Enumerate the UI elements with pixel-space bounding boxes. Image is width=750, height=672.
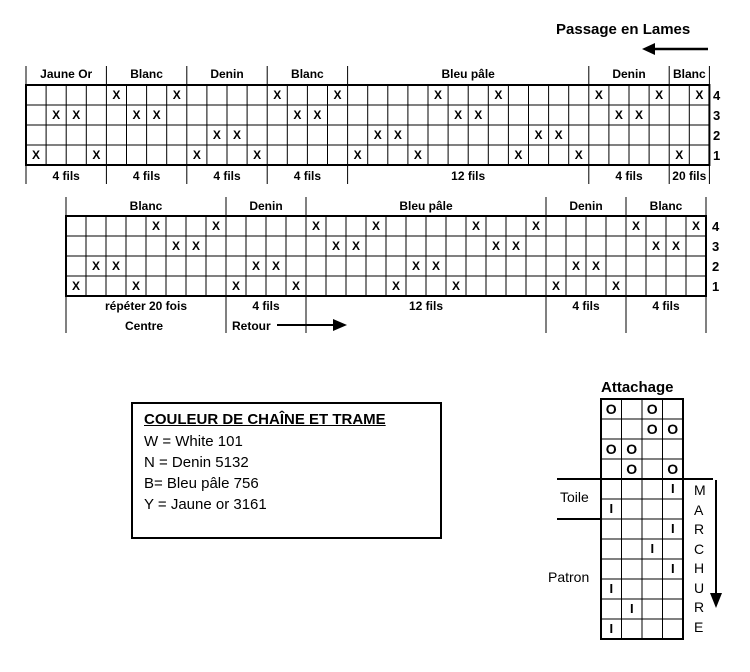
count-label: 4 fils: [252, 299, 280, 313]
threading-mark: X: [32, 148, 41, 162]
group-label: Blanc: [672, 67, 706, 81]
group-label: Denin: [569, 199, 603, 213]
count-label: 4 fils: [652, 299, 680, 313]
shaft-number: 4: [712, 219, 720, 234]
threading-mark: X: [391, 279, 400, 293]
threading-mark: X: [373, 128, 382, 142]
threading-mark: X: [273, 88, 282, 102]
group-label: Jaune Or: [40, 67, 93, 81]
shaft-number: 2: [712, 259, 720, 274]
threading-mark: X: [71, 279, 80, 293]
threading-mark: X: [331, 239, 340, 253]
threading-mark: X: [211, 219, 220, 233]
threading-title: Passage en Lames: [556, 21, 691, 38]
shaft-number: 1: [713, 148, 721, 163]
threading-mark: X: [353, 148, 362, 162]
threading-mark: X: [571, 259, 580, 273]
threading-mark: X: [611, 279, 620, 293]
treadling-mark: I: [650, 541, 655, 556]
shaft-number: 3: [713, 108, 721, 123]
shaft-number: 4: [713, 88, 721, 103]
threading-mark: X: [52, 108, 61, 122]
threading-mark: X: [591, 259, 600, 273]
group-label: Bleu pâle: [441, 67, 495, 81]
group-label: Denin: [210, 67, 244, 81]
marche-letter: U: [694, 579, 705, 596]
threading-mark: X: [212, 128, 221, 142]
legend-line: W = White 101: [144, 433, 243, 450]
threading-mark: X: [614, 108, 623, 122]
threading-mark: X: [531, 219, 540, 233]
count-label: 20 fils: [672, 169, 707, 183]
threading-mark: X: [371, 219, 380, 233]
threading-mark: X: [695, 88, 704, 102]
threading-mark: X: [72, 108, 81, 122]
treadling-mark: I: [609, 501, 614, 516]
threading-mark: X: [393, 128, 402, 142]
treadling-mark: I: [629, 601, 634, 616]
tieup-title: Attachage: [601, 379, 674, 396]
threading-mark: X: [132, 108, 141, 122]
threading-mark: X: [494, 88, 503, 102]
threading-mark: X: [313, 108, 322, 122]
threading-mark: X: [451, 279, 460, 293]
treadling-mark: I: [670, 481, 675, 496]
tieup-mark: O: [605, 441, 617, 457]
arrow-right-icon: [277, 318, 349, 332]
treadling-mark: I: [609, 581, 614, 596]
threading-mark: X: [635, 108, 644, 122]
marche-letter: R: [694, 521, 705, 537]
count-label: 12 fils: [408, 299, 444, 313]
threading-mark: X: [111, 259, 120, 273]
marche-letter: R: [694, 599, 705, 615]
tieup-mark: O: [605, 401, 617, 417]
threading-mark: X: [431, 259, 440, 273]
threading-mark: X: [675, 148, 684, 162]
threading-mark: X: [351, 239, 360, 253]
legend-line: B= Bleu pâle 756: [144, 475, 259, 492]
threading-mark: X: [172, 88, 181, 102]
threading-mark: X: [231, 279, 240, 293]
threading-mark: X: [491, 239, 500, 253]
legend-title: COULEUR DE CHAÎNE ET TRAME: [144, 411, 386, 428]
group-label: Blanc: [130, 67, 163, 81]
count-label: 4 fils: [52, 169, 80, 183]
group-label: Blanc: [291, 67, 324, 81]
marche-letter: A: [694, 501, 704, 518]
threading-mark: X: [192, 148, 201, 162]
marche-letter: C: [694, 540, 705, 557]
tieup-mark: O: [646, 401, 658, 417]
tieup-mark: O: [667, 421, 679, 437]
threading-mark: X: [293, 108, 302, 122]
threading-mark: X: [594, 88, 603, 102]
centre-label: Centre: [125, 319, 164, 333]
threading-mark: X: [434, 88, 443, 102]
marche-letter: H: [694, 560, 705, 576]
threading-mark: X: [691, 219, 700, 233]
group-label: Blanc: [129, 199, 163, 213]
threading-mark: X: [171, 239, 180, 253]
shaft-number: 2: [713, 128, 721, 143]
threading-mark: X: [311, 219, 320, 233]
threading-mark: X: [271, 259, 280, 273]
threading-mark: X: [514, 148, 523, 162]
count-label: 4 fils: [615, 169, 643, 183]
threading-mark: X: [92, 148, 101, 162]
marche-letter: M: [694, 482, 706, 498]
threading-mark: X: [333, 88, 342, 102]
threading-mark: X: [474, 108, 483, 122]
count-label: 4 fils: [213, 169, 241, 183]
shaft-number: 3: [712, 239, 720, 254]
threading-mark: X: [251, 259, 260, 273]
tieup-mark: O: [646, 421, 658, 437]
threading-mark: X: [131, 279, 140, 293]
threading-mark: X: [511, 239, 520, 253]
retour-label: Retour: [232, 319, 271, 333]
legend-box: [131, 402, 442, 539]
threading-mark: X: [671, 239, 680, 253]
threading-mark: X: [534, 128, 543, 142]
count-label: 12 fils: [451, 169, 486, 183]
threading-mark: X: [631, 219, 640, 233]
treadling-mark: I: [670, 561, 675, 576]
count-label: 4 fils: [572, 299, 600, 313]
marche-letter: E: [694, 618, 704, 635]
treadling-mark: I: [670, 521, 675, 536]
count-label: 4 fils: [132, 169, 161, 183]
threading-mark: X: [253, 148, 262, 162]
legend-line: N = Denin 5132: [144, 454, 249, 471]
threading-mark: X: [651, 239, 660, 253]
threading-mark: X: [413, 148, 422, 162]
threading-mark: X: [152, 108, 161, 122]
count-label: répéter 20 fois: [104, 299, 188, 313]
arrow-down-icon: [709, 480, 723, 610]
threading-mark: X: [291, 279, 300, 293]
legend-line: Y = Jaune or 3161: [144, 496, 267, 513]
threading-mark: X: [471, 219, 480, 233]
threading-mark: X: [551, 279, 560, 293]
toile-label: Toile: [560, 489, 589, 505]
threading-mark: X: [112, 88, 121, 102]
threading-mark: X: [411, 259, 420, 273]
threading-mark: X: [91, 259, 100, 273]
patron-label: Patron: [548, 569, 590, 585]
arrow-left-icon: [642, 42, 712, 56]
tieup-mark: O: [667, 461, 679, 477]
threading-mark: X: [151, 219, 160, 233]
threading-mark: X: [554, 128, 563, 142]
treadling-mark: I: [609, 621, 614, 636]
shaft-number: 1: [712, 279, 720, 294]
group-label: Denin: [612, 67, 646, 81]
threading-mark: X: [454, 108, 463, 122]
tieup-mark: O: [626, 441, 638, 457]
count-label: 4 fils: [293, 169, 322, 183]
threading-mark: X: [655, 88, 664, 102]
group-label: Denin: [249, 199, 283, 213]
threading-mark: X: [191, 239, 200, 253]
threading-mark: X: [574, 148, 583, 162]
tieup-mark: O: [626, 461, 638, 477]
threading-mark: X: [233, 128, 242, 142]
group-label: Bleu pâle: [399, 199, 453, 213]
group-label: Blanc: [649, 199, 683, 213]
